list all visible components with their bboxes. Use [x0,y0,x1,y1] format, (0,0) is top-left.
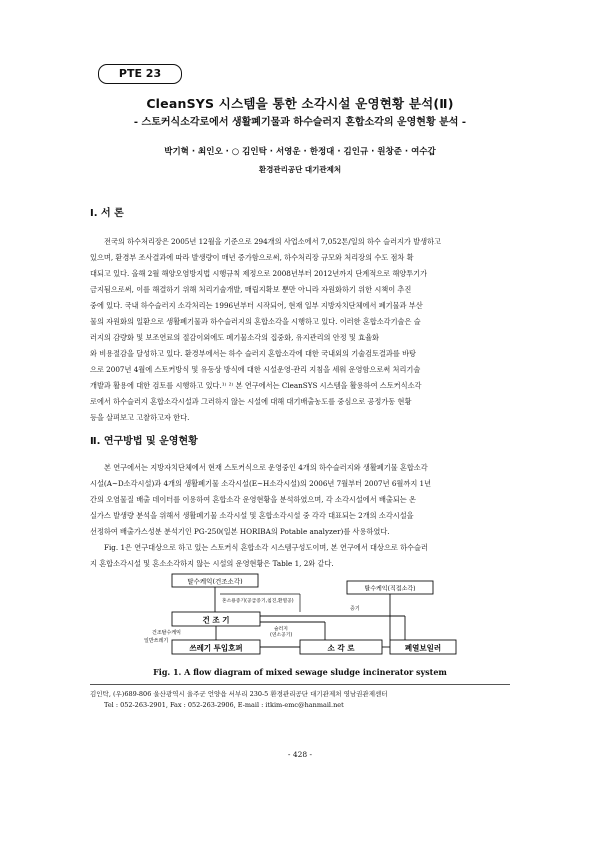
dryer-label: 건 조 기 [202,615,230,625]
figure-caption: Fig. 1. A flow diagram of mixed sewage sludge incinerator system [153,667,447,677]
footnote-address: 김인탁, (우)689-806 울산광역시 울주군 언양읍 서부리 230-5 환경관리공단 대기관제처 영남권관제센터 [90,690,388,698]
page-number: - 428 - [287,750,313,759]
exhaust-label: 슬러지 [274,627,288,632]
text-line: Fig. 1은 연구대상으로 하고 있는 스토커식 혼합소각 시스템구성도이며, 본 연구에서 대상으로 하수슬러 [104,543,428,552]
hopper-label: 쓰레기 투입호퍼 [189,643,243,653]
text-line: 있으며, 환경부 조사결과에 따라 발생량이 매년 증가함으로써, 하수처리장 규모와 처리장의 수도 점차 확 [90,253,414,262]
text-line: 시설(A~D소각시설)과 4개의 생활폐기물 소각시설(E~H소각시설)의 2006년 7월부터 2007년 6월까지 1년 [90,479,432,488]
box-top-right-label: 탈수케익(직접소각) [364,585,416,593]
text-line: 실가스 발생량 분석을 위해서 생활폐기물 소각시설 및 혼합소각시설 중 각각 대표되는 2개의 소각시설을 [90,511,414,520]
paper-title: CleanSYS 시스템을 통한 소각시설 운영현황 분석(Ⅱ) [146,96,454,111]
text-line: 대되고 있다. 올해 2월 해양오염방지법 시행규칙 제정으로 2008년부터 2012년까지 단계적으로 해양투기가 [90,269,428,278]
text-line: 간의 오염물질 배출 데이터를 이용하여 혼합소각 운영현황을 분석하였으며, 각 소각시설에서 배출되는 온 [90,495,416,504]
text-line: 러지의 감량화 및 보조연료의 절감이외에도 폐기물소각의 집중화, 유지관리의 안정 및 효율화 [90,333,379,342]
text-line: 와 비용절감을 달성하고 있다. 환경부에서는 하수 슬러지 혼합소각에 대한 국내외의 기술검토결과를 바탕 [90,349,416,358]
boiler-label: 폐열보일러 [404,643,442,653]
text-line: 전국의 하수처리장은 2005년 12월을 기준으로 294개의 사업소에서 7,052톤/일의 하수 슬러지가 발생하고 [104,237,441,246]
introduction-paragraph [90,234,510,426]
text-line: 중에 있다. 국내 하수슬러지 소각처리는 1996년부터 시작되어, 현재 일부 지방자치단체에서 폐기물과 부산 [90,301,423,310]
text-line: 금지됨으로써, 이를 해결하기 위해 처리기술개발, 매립지확보 뿐만 아니라 자원화하기 위한 시책이 추진 [90,285,412,294]
text-line: 으로 2007년 4월에 스토커방식 및 유동상 방식에 대한 시설운영·관리 지침을 세워 운영함으로써 처리기술 [90,365,421,374]
section-heading-methods: Ⅱ. 연구방법 및 운영현황 [90,436,198,447]
text-line: 물의 자원화의 일환으로 생활폐기물과 하수슬러지의 혼합소각을 시행하고 있다. 이러한 혼합소각기술은 슬 [90,317,421,326]
session-badge: PTE 23 [98,64,182,84]
steam-label: 증기 [350,606,360,612]
text-line: 선정하여 배출가스성분 분석기인 PG-250(일본 HORIBA의 Potable analyzer)를 사용하였다. [90,527,390,536]
text-line: 지 혼합소각시설 및 혼소소각하지 않는 시설의 운영현황은 Table 1, 2와 같다. [90,559,334,568]
exhaust-label-2: (연소공기) [270,633,293,638]
gas-label: 혼소용증기(공급증기,침진,환열공) [222,599,294,604]
general-waste-label: 일반쓰레기 [144,638,169,644]
affiliation: 환경관리공단 대기관제처 [258,165,342,174]
text-line: 등을 살펴보고 고찰하고자 한다. [90,413,190,422]
flow-diagram [144,572,460,664]
text-line: 로에서 하수슬러지 혼합소각시설과 그러하지 않는 시설에 대해 대기배출농도를 중심으로 공정가동 현황 [90,397,412,406]
paper-subtitle: - 스토커식소각로에서 생활폐기물과 하수슬러지 혼합소각의 운영현황 분석 - [133,117,467,128]
text-line: 개발과 활용에 대한 검토를 시행하고 있다.¹⁾ ²⁾ 본 연구에서는 CleanSYS 시스템을 활용하여 스토커식소각 [90,381,422,390]
footnote-contact: Tel : 052-263-2901, Fax : 052-263-2906, E-mail : itkim-emc@hanmail.net [104,701,344,709]
dry-dewater-label: 건조탈수케익 [152,630,181,636]
authors: 박기혁 · 최인오 · ○ 김인탁 · 서영운 · 한정대 · 김인규 · 원창준 · 여수갑 [164,147,436,157]
methods-paragraph [90,460,510,572]
box-top-label: 탈수케익(건조소각) [187,577,243,586]
footnote-divider [90,684,510,685]
text-line: 본 연구에서는 지방자치단체에서 현재 스토커식으로 운영중인 4개의 하수슬러지와 생활폐기물 혼합소각 [104,463,428,472]
section-heading-introduction: Ⅰ. 서 론 [90,208,124,219]
furnace-label: 소 각 로 [327,643,355,653]
